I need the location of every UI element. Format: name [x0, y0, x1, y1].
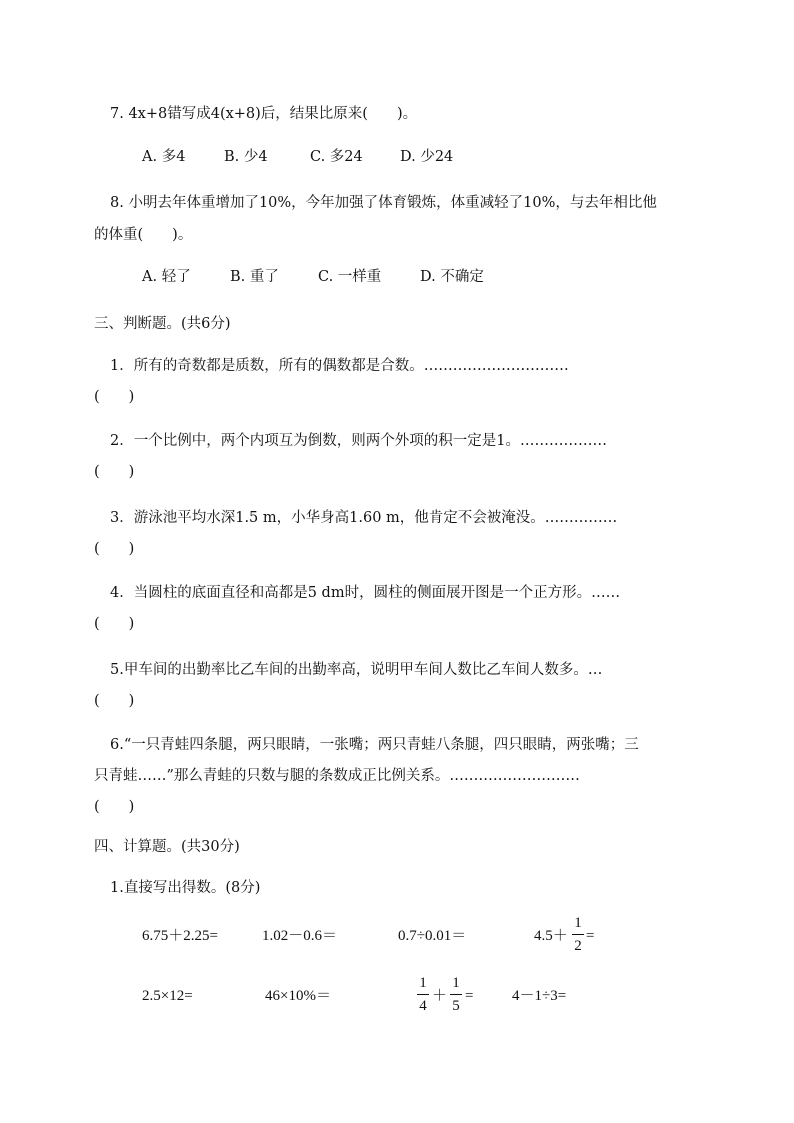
judge-item-6-line2: 只青蛙……”那么青蛙的只数与腿的条数成正比例关系。……………………… — [94, 768, 580, 784]
q7-option-d: D. 少24 — [400, 149, 454, 165]
q8-option-b: B. 重了 — [230, 269, 279, 285]
fraction-denominator: 2 — [574, 938, 582, 954]
calc-r2-4: 4－1÷3= — [512, 988, 567, 1004]
judge-item-5: 5.甲车间的出勤率比乙车间的出勤率高，说明甲车间人数比乙车间人数多。… — [110, 662, 603, 678]
q7-option-a: A. 多4 — [142, 149, 186, 165]
fraction-bar — [572, 934, 584, 935]
calc-r1-4-suffix: = — [586, 928, 595, 944]
question-8-stem-line1: 8. 小明去年体重增加了10%，今年加强了体育锻炼，体重减轻了10%，与去年相比他 — [110, 195, 657, 211]
fraction-numerator: 1 — [419, 975, 427, 991]
q8-option-d: D. 不确定 — [420, 269, 484, 285]
fraction-bar — [450, 994, 462, 995]
q7-option-c: C. 多24 — [310, 149, 363, 165]
section-4-sub1: 1.直接写出得数。(8分) — [110, 880, 261, 896]
calc-r2-3-plus: ＋ — [432, 988, 448, 1004]
judge-item-1-paren: ( ) — [94, 389, 135, 405]
judge-item-2: 2．一个比例中，两个内项互为倒数，则两个外项的积一定是1。……………… — [110, 433, 607, 449]
calc-r2-2: 46×10%＝ — [265, 988, 331, 1004]
judge-item-3: 3．游泳池平均水深1.5 m，小华身高1.60 m，他肯定不会被淹没。…………… — [110, 510, 618, 526]
fraction-one-half — [572, 914, 584, 955]
calc-r2-1: 2.5×12= — [142, 988, 193, 1004]
section-3-title: 三、判断题。(共6分) — [94, 316, 231, 332]
calc-r2-3-eq: = — [465, 988, 474, 1004]
section-4-title: 四、计算题。(共30分) — [94, 839, 240, 855]
q7-option-b: B. 少4 — [224, 149, 268, 165]
calc-r1-4-prefix: 4.5＋ — [534, 928, 568, 944]
question-8-stem-line2: 的体重( )。 — [94, 227, 193, 243]
judge-item-4: 4．当圆柱的底面直径和高都是5 dm时，圆柱的侧面展开图是一个正方形。…… — [110, 585, 621, 601]
judge-item-6-paren: ( ) — [94, 799, 135, 815]
calc-r1-2: 1.02－0.6＝ — [262, 928, 338, 944]
judge-item-4-paren: ( ) — [94, 616, 135, 632]
question-7-stem: 7. 4x+8错写成4(x+8)后，结果比原来( )。 — [110, 106, 418, 122]
judge-item-2-paren: ( ) — [94, 464, 135, 480]
calc-r1-1: 6.75＋2.25= — [142, 928, 218, 944]
fraction-one-fifth — [450, 974, 462, 1015]
fraction-numerator: 1 — [452, 975, 460, 991]
fraction-denominator: 5 — [452, 998, 460, 1014]
q8-option-a: A. 轻了 — [142, 269, 191, 285]
judge-item-6-line1: 6.“一只青蛙四条腿，两只眼睛，一张嘴；两只青蛙八条腿，四只眼睛，两张嘴；三 — [110, 737, 639, 753]
fraction-denominator: 4 — [419, 998, 427, 1014]
judge-item-5-paren: ( ) — [94, 693, 135, 709]
fraction-one-quarter — [417, 974, 429, 1015]
q8-option-c: C. 一样重 — [318, 269, 382, 285]
fraction-bar — [417, 994, 429, 995]
fraction-numerator: 1 — [574, 915, 582, 931]
judge-item-3-paren: ( ) — [94, 541, 135, 557]
calc-r1-3: 0.7÷0.01＝ — [398, 928, 467, 944]
judge-item-1: 1．所有的奇数都是质数，所有的偶数都是合数。………………………… — [110, 358, 569, 374]
